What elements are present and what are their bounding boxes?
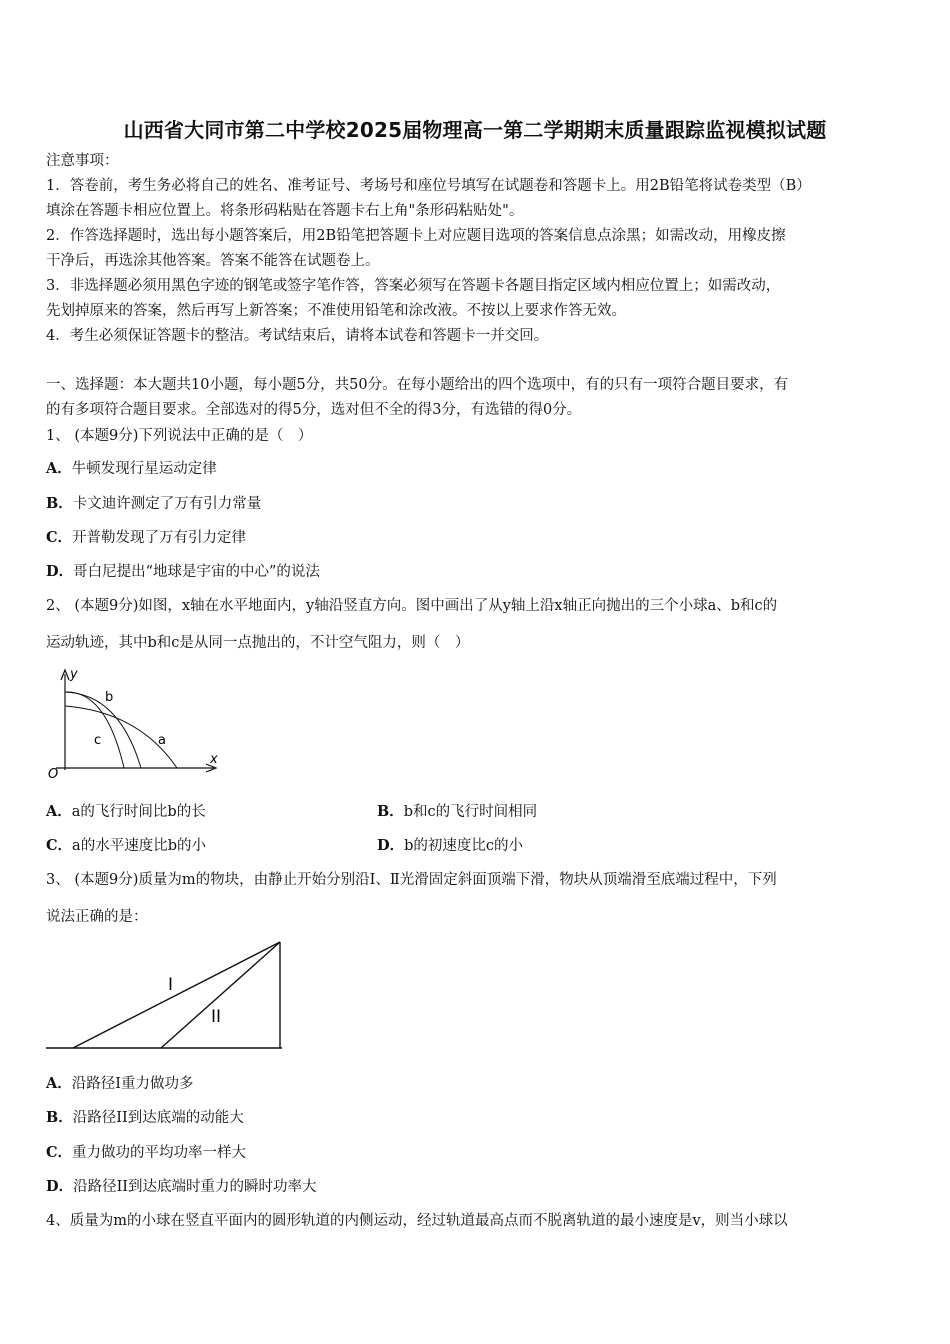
option-text: 牛顿发现行星运动定律 <box>71 461 217 477</box>
option-label: D． <box>46 1178 74 1195</box>
option-text: 沿路径II到达底端时重力的瞬时功率大 <box>73 1179 317 1195</box>
question-2-stem: 2、 (本题9分)如图，x轴在水平地面内，y轴沿竖直方向。图中画出了从y轴上沿x轴正向抛出的三个小球a、b和c的 <box>46 598 778 614</box>
q2-option-d[interactable] <box>377 836 523 856</box>
section-instruction: 一、选择题：本大题共10小题，每小题5分，共50分。在每小题给出的四个选项中，有的只有一项符合题目要求，有 <box>46 377 789 393</box>
option-label: C． <box>46 529 73 546</box>
question-2-stem: 运动轨迹，其中b和c是从同一点抛出的，不计空气阻力，则（ ） <box>46 635 470 651</box>
notice-line: 1．答卷前，考生务必将自己的姓名、准考证号、考场号和座位号填写在试题卷和答题卡上。用2B铅笔将试卷类型（B） <box>46 178 811 194</box>
projectile-figure <box>44 662 229 782</box>
notice-line: 填涂在答题卡相应位置上。将条形码粘贴在答题卡右上角"条形码粘贴处"。 <box>46 203 524 219</box>
question-1-stem: 1、 (本题9分)下列说法中正确的是（ ） <box>46 428 313 444</box>
q1-option-d[interactable] <box>46 562 320 582</box>
option-label: A． <box>46 1075 72 1092</box>
notice-line: 4．考生必须保证答题卡的整洁。考试结束后，请将本试卷和答题卡一并交回。 <box>46 328 549 344</box>
question-4-stem: 4、质量为m的小球在竖直平面内的圆形轨道的内侧运动，经过轨道最高点而不脱离轨道的最小速度是v，则当小球以 <box>46 1213 788 1229</box>
option-label: C． <box>46 1144 73 1161</box>
notice-line: 干净后，再选涂其他答案。答案不能答在试题卷上。 <box>46 253 380 269</box>
question-3-stem: 说法正确的是： <box>46 909 148 925</box>
curve-a-label: a <box>158 733 166 748</box>
option-text: 哥白尼提出“地球是宇宙的中心”的说法 <box>73 564 320 580</box>
option-label: B． <box>46 1109 73 1126</box>
curve-c <box>65 692 124 768</box>
notice-line: 2．作答选择题时，选出每小题答案后，用2B铅笔把答题卡上对应题目选项的答案信息点涂黑；如需改动，用橡皮擦 <box>46 228 786 244</box>
path-2-label: II <box>211 1007 222 1027</box>
incline-figure <box>44 938 289 1053</box>
q2-option-b[interactable] <box>377 802 537 822</box>
q2-option-a[interactable] <box>46 802 206 822</box>
option-text: 沿路径Ⅰ重力做功多 <box>71 1076 194 1092</box>
q3-option-d[interactable] <box>46 1177 317 1197</box>
option-text: 重力做功的平均功率一样大 <box>72 1145 247 1161</box>
q3-option-b[interactable] <box>46 1108 244 1128</box>
option-label: D． <box>46 563 74 580</box>
q2-option-c[interactable] <box>46 836 206 856</box>
question-3-stem: 3、 (本题9分)质量为m的物块，由静止开始分别沿Ⅰ、Ⅱ光滑固定斜面顶端下滑，物块从顶端滑至底端过程中，下列 <box>46 872 777 888</box>
option-text: 开普勒发现了万有引力定律 <box>72 530 247 546</box>
x-axis-label: x <box>210 752 218 767</box>
section-instruction: 的有多项符合题目要求。全部选对的得5分，选对但不全的得3分，有选错的得0分。 <box>46 402 582 418</box>
option-label: C． <box>46 837 73 854</box>
y-axis-label: y <box>70 667 78 682</box>
notice-line: 先划掉原来的答案，然后再写上新答案；不准使用铅笔和涂改液。不按以上要求作答无效。 <box>46 303 626 319</box>
option-text: a的水平速度比b的小 <box>72 838 206 854</box>
option-label: D． <box>377 837 405 854</box>
q1-option-b[interactable] <box>46 494 261 514</box>
option-text: 卡文迪许测定了万有引力常量 <box>72 496 262 512</box>
option-label: A． <box>46 803 72 820</box>
origin-label: O <box>48 767 59 782</box>
curve-b-label: b <box>105 690 114 705</box>
option-label: A． <box>46 460 72 477</box>
curve-b <box>65 692 141 768</box>
notice-heading: 注意事项： <box>46 153 119 169</box>
path-1-label: I <box>168 975 174 995</box>
option-text: b的初速度比c的小 <box>404 838 523 854</box>
option-label: B． <box>377 803 404 820</box>
q1-option-a[interactable] <box>46 459 217 479</box>
option-text: 沿路径II到达底端的动能大 <box>72 1110 244 1126</box>
option-text: b和c的飞行时间相同 <box>403 804 538 820</box>
curve-c-label: c <box>94 733 102 748</box>
option-label: B． <box>46 495 73 512</box>
page-title: 山西省大同市第二中学校2025届物理高一第二学期期末质量跟踪监视模拟试题 <box>123 118 827 142</box>
q3-option-a[interactable] <box>46 1074 194 1094</box>
notice-line: 3．非选择题必须用黑色字迹的钢笔或签字笔作答，答案必须写在答题卡各题目指定区域内相应位置上；如需改动， <box>46 278 781 294</box>
option-text: a的飞行时间比b的长 <box>71 804 206 820</box>
q3-option-c[interactable] <box>46 1143 246 1163</box>
q1-option-c[interactable] <box>46 528 246 548</box>
